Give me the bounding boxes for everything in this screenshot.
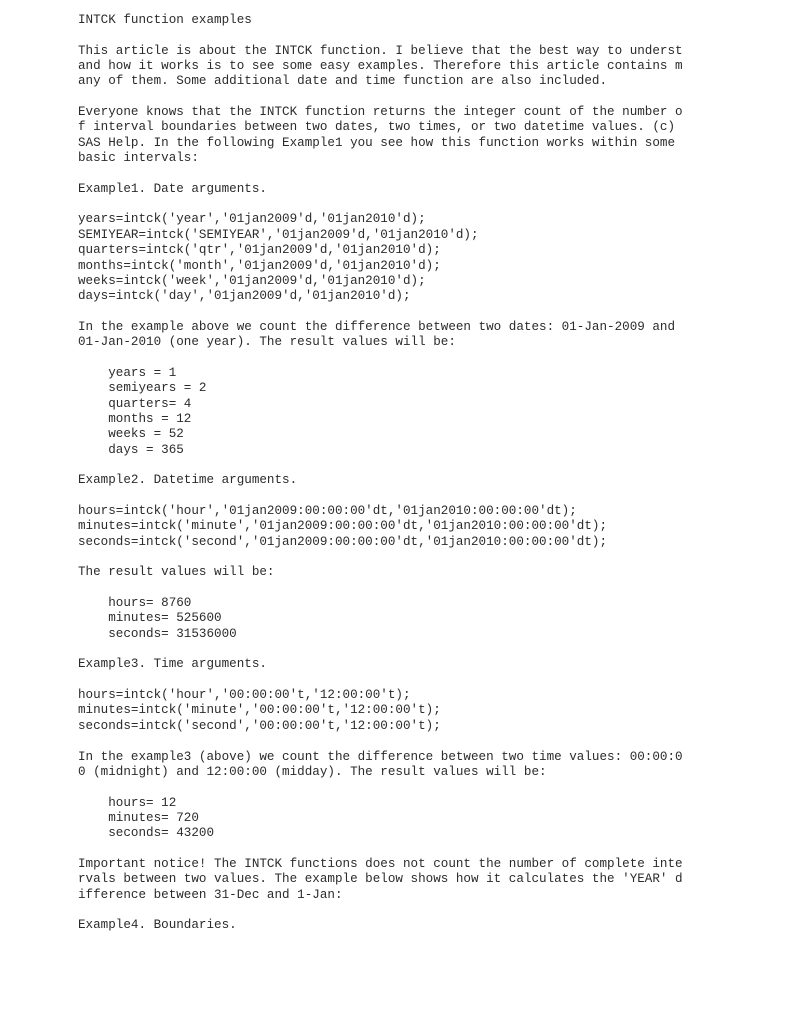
code-line: quarters=intck('qtr','01jan2009'd,'01jan2010'd); [78,243,441,258]
spacer [78,842,778,857]
document-body [78,13,778,934]
example1-explanation [78,320,778,351]
result-line: months = 12 [78,411,192,426]
code-line: hours=intck('hour','01jan2009:00:00:00'dt,'01jan2010:00:00:00'dt); [78,504,577,518]
spacer [78,734,778,749]
code-line: years=intck('year','01jan2009'd,'01jan2010'd); [78,212,426,227]
spacer [78,90,778,105]
spacer [78,458,778,473]
result-line: seconds= 43200 [78,826,215,841]
spacer [78,581,778,596]
example3-code [78,688,778,734]
code-line: minutes=intck('minute','00:00:00't,'12:00:00't); [78,703,441,718]
code-line: seconds=intck('second','01jan2009:00:00:00'dt,'01jan2010:00:00:00'dt); [78,534,608,549]
text-line: In the example above we count the difference between two dates: 01-Jan-2009 and [78,319,676,334]
spacer [78,489,778,504]
example3-heading: Example3. Time arguments. [78,657,267,672]
text-line: f interval boundaries between two dates, two times, or two datetime values. (c) [78,120,676,135]
spacer [78,780,778,795]
notice-paragraph [78,857,778,903]
text-line: In the example3 (above) we count the difference between two time values: 00:00:0 [78,749,683,764]
text-line: any of them. Some additional date and time function are also included. [78,74,608,89]
example4-heading: Example4. Boundaries. [78,918,237,933]
text-line: rvals between two values. The example below shows how it calculates the 'YEAR' d [78,872,683,887]
example1-results [78,366,778,458]
code-line: days=intck('day','01jan2009'd,'01jan2010'd); [78,289,411,304]
spacer [78,305,778,320]
example1-code [78,212,778,304]
spacer [78,351,778,366]
intro-paragraph [78,44,778,90]
example3-results [78,796,778,842]
text-line: ifference between 31-Dec and 1-Jan: [78,887,343,902]
spacer [78,550,778,565]
result-line: minutes= 720 [78,810,199,825]
definition-paragraph [78,105,778,166]
text-line: Important notice! The INTCK functions does not count the number of complete inte [78,856,683,871]
example2-heading: Example2. Datetime arguments. [78,473,298,488]
spacer [78,197,778,212]
result-line: semiyears = 2 [78,381,207,396]
spacer [78,642,778,657]
text-line: basic intervals: [78,151,199,166]
example2-results [78,596,778,642]
code-line: weeks=intck('week','01jan2009'd,'01jan2010'd); [78,273,426,288]
spacer [78,28,778,43]
result-line: hours= 8760 [78,596,192,611]
text-line: 01-Jan-2010 (one year). The result values will be: [78,335,456,350]
text-line: 0 (midnight) and 12:00:00 (midday). The result values will be: [78,764,547,779]
result-line: hours= 12 [78,795,177,810]
code-line: SEMIYEAR=intck('SEMIYEAR','01jan2009'd,'01jan2010'd); [78,227,479,242]
result-line: seconds= 31536000 [78,626,237,641]
result-line: years = 1 [78,365,177,380]
code-line: months=intck('month','01jan2009'd,'01jan2010'd); [78,258,441,273]
result-line: quarters= 4 [78,396,192,411]
example3-explanation [78,750,778,781]
spacer [78,903,778,918]
text-line: This article is about the INTCK function. I believe that the best way to underst [78,43,683,58]
spacer [78,673,778,688]
spacer [78,166,778,181]
code-line: minutes=intck('minute','01jan2009:00:00:00'dt,'01jan2010:00:00:00'dt); [78,519,608,534]
result-line: weeks = 52 [78,427,184,442]
example2-explanation: The result values will be: [78,565,275,580]
code-line: hours=intck('hour','00:00:00't,'12:00:00't); [78,688,411,703]
document-title: INTCK function examples [78,13,252,27]
text-line: Everyone knows that the INTCK function returns the integer count of the number o [78,105,683,120]
example1-heading: Example1. Date arguments. [78,181,267,196]
example2-code [78,504,778,550]
text-line: SAS Help. In the following Example1 you see how this function works within some [78,135,676,150]
result-line: minutes= 525600 [78,611,222,626]
result-line: days = 365 [78,442,184,457]
text-line: and how it works is to see some easy examples. Therefore this article contains m [78,59,683,74]
code-line: seconds=intck('second','00:00:00't,'12:00:00't); [78,718,441,733]
